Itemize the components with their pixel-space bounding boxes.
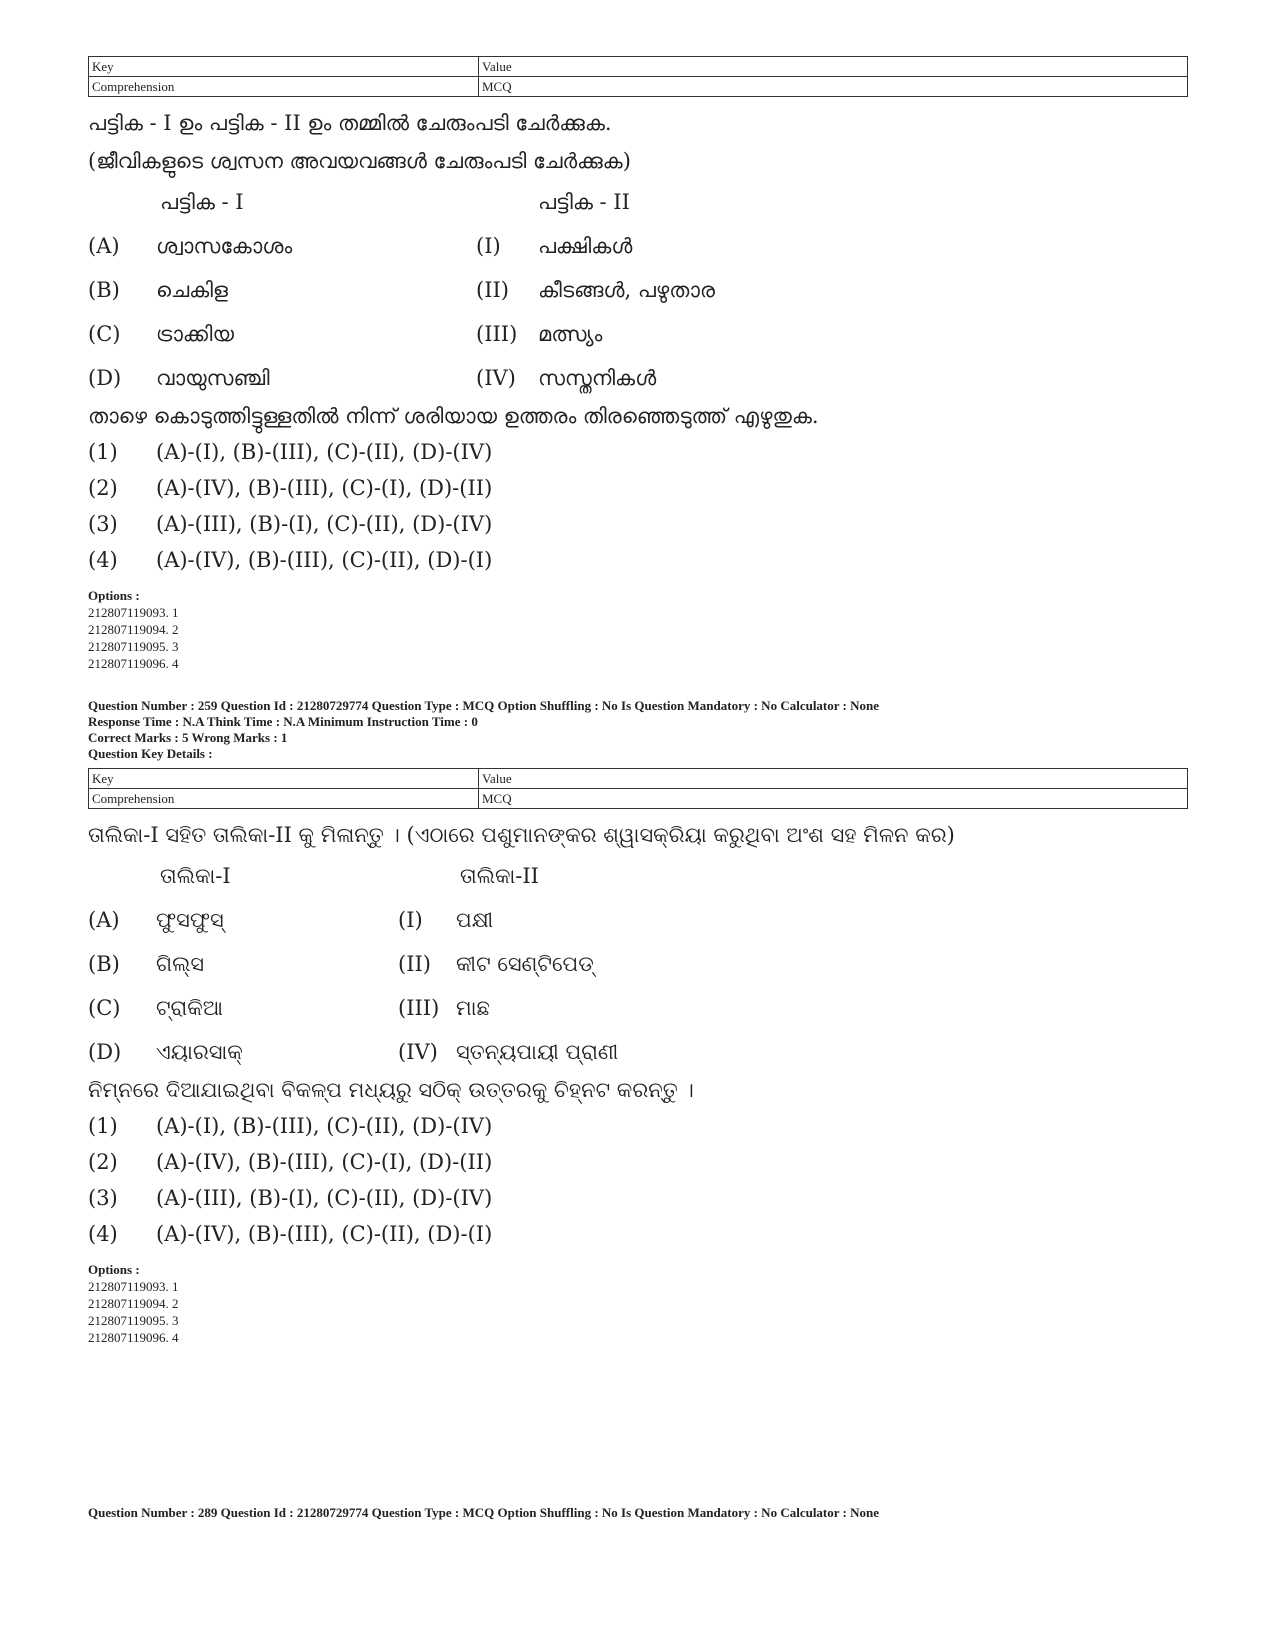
table-value-cell: MCQ <box>479 789 1188 809</box>
match-row <box>88 275 1188 305</box>
table-value-cell: MCQ <box>479 77 1188 97</box>
row-label: (B) <box>88 278 120 302</box>
table-key-header: Key <box>89 57 479 77</box>
row-right-label: (II) <box>476 278 509 302</box>
row-right-item: ସ୍ତନ୍ୟପାୟୀ ପ୍ରାଣୀ <box>456 1040 619 1064</box>
column-1-header: പട്ടിക - I <box>160 190 244 214</box>
column-2-header: ତାଲିକା-II <box>460 864 539 888</box>
key-value-table <box>88 768 1188 809</box>
option-id: 212807119093. 1 <box>88 605 179 620</box>
meta-line: Response Time : N.A Think Time : N.A Minimum Instruction Time : 0 <box>88 714 478 729</box>
column-headers <box>88 187 1188 217</box>
row-label: (A) <box>88 234 120 258</box>
meta-line: Question Number : 289 Question Id : 21280729774 Question Type : MCQ Option Shuffling : No Is Question Mandatory : No Calculator : None <box>88 1505 880 1520</box>
row-right-label: (I) <box>398 908 423 932</box>
answer-option <box>88 473 1188 503</box>
meta-line: Correct Marks : 5 Wrong Marks : 1 <box>88 730 288 745</box>
option-text: (A)-(IV), (B)-(III), (C)-(I), (D)-(II) <box>156 1150 493 1174</box>
row-right-item: କୀଟ ସେଣ୍ଟିପେଡ୍ <box>456 952 594 976</box>
row-label: (C) <box>88 322 121 346</box>
option-id: 212807119096. 4 <box>88 656 179 671</box>
question-text: ତାଲିକା-I ସହିତ ତାଲିକା-II କୁ ମିଳାନ୍ତୁ । (ଏଠାରେ ପଶୁମାନଙ୍କର ଶ୍ୱାସକ୍ରିୟା କରୁଥିବା ଅଂଶ ସହ ମିଳନ କର) <box>88 823 955 847</box>
row-label: (D) <box>88 366 122 390</box>
option-text: (A)-(I), (B)-(III), (C)-(II), (D)-(IV) <box>156 440 493 464</box>
match-row <box>88 231 1188 261</box>
answer-option <box>88 437 1188 467</box>
option-number: (4) <box>88 548 118 572</box>
option-number: (1) <box>88 440 118 464</box>
row-right-item: കീടങ്ങൾ, പഴുതാര <box>538 278 715 302</box>
row-left-item: ചെകിള <box>156 278 228 302</box>
row-right-item: ପକ୍ଷୀ <box>456 908 494 932</box>
column-2-header: പട്ടിക - II <box>538 190 630 214</box>
option-id: 212807119095. 3 <box>88 639 179 654</box>
match-row <box>88 949 1188 979</box>
option-id: 212807119095. 3 <box>88 1313 179 1328</box>
final-question-metadata <box>88 1505 879 1521</box>
option-number: (1) <box>88 1114 118 1138</box>
row-right-label: (III) <box>398 996 440 1020</box>
row-left-item: ଏୟାରସାକ୍ <box>156 1040 243 1064</box>
options-label: Options : <box>88 588 140 603</box>
table-value-header: Value <box>479 769 1188 789</box>
option-text: (A)-(III), (B)-(I), (C)-(II), (D)-(IV) <box>156 512 493 536</box>
row-label: (A) <box>88 908 120 932</box>
option-id: 212807119094. 2 <box>88 622 179 637</box>
answer-option <box>88 1183 1188 1213</box>
question-subtitle: (ജീവികളുടെ ശ്വസന അവയവങ്ങൾ ചേരുംപടി ചേർക്കുക) <box>88 149 631 173</box>
option-number: (4) <box>88 1222 118 1246</box>
table-key-header: Key <box>89 769 479 789</box>
column-headers <box>88 861 1188 891</box>
option-text: (A)-(I), (B)-(III), (C)-(II), (D)-(IV) <box>156 1114 493 1138</box>
row-left-item: ଟ୍ରାକିଆ <box>156 996 224 1020</box>
row-right-label: (III) <box>476 322 518 346</box>
option-id: 212807119096. 4 <box>88 1330 179 1345</box>
row-right-item: പക്ഷികൾ <box>538 234 633 258</box>
match-row <box>88 363 1188 393</box>
option-number: (3) <box>88 512 118 536</box>
table-key-cell: Comprehension <box>89 789 479 809</box>
option-id: 212807119094. 2 <box>88 1296 179 1311</box>
table-key-cell: Comprehension <box>89 77 479 97</box>
row-left-item: ട്രാക്കിയ <box>156 322 234 346</box>
row-label: (B) <box>88 952 120 976</box>
option-text: (A)-(IV), (B)-(III), (C)-(II), (D)-(I) <box>156 1222 493 1246</box>
answer-option <box>88 509 1188 539</box>
question-metadata <box>88 698 1188 762</box>
answer-option <box>88 1111 1188 1141</box>
row-right-item: സസ്തനികൾ <box>538 366 657 390</box>
meta-line: Question Key Details : <box>88 746 213 761</box>
match-row <box>88 319 1188 349</box>
instruction-text: ନିମ୍ନରେ ଦିଆଯାଇଥିବା ବିକଳ୍ପ ମଧ୍ୟରୁ ସଠିକ୍ ଉତ୍ତରକୁ ଚିହ୍ନଟ କରନ୍ତୁ । <box>88 1078 694 1102</box>
row-left-item: ശ്വാസകോശം <box>156 234 293 258</box>
row-right-item: മത്സ്യം <box>538 322 603 346</box>
table-value-header: Value <box>479 57 1188 77</box>
match-row <box>88 1037 1188 1067</box>
row-right-label: (II) <box>398 952 431 976</box>
option-id: 212807119093. 1 <box>88 1279 179 1294</box>
option-text: (A)-(III), (B)-(I), (C)-(II), (D)-(IV) <box>156 1186 493 1210</box>
row-left-item: ଗିଲ୍ସ <box>156 952 205 976</box>
option-text: (A)-(IV), (B)-(III), (C)-(II), (D)-(I) <box>156 548 493 572</box>
option-number: (3) <box>88 1186 118 1210</box>
document-page <box>88 56 1188 1346</box>
column-1-header: ତାଲିକା-I <box>160 864 231 888</box>
option-number: (2) <box>88 1150 118 1174</box>
row-right-label: (IV) <box>398 1040 438 1064</box>
row-right-label: (I) <box>476 234 501 258</box>
row-right-label: (IV) <box>476 366 516 390</box>
answer-option <box>88 1219 1188 1249</box>
row-left-item: വായുസഞ്ചി <box>156 366 270 390</box>
options-label: Options : <box>88 1262 140 1277</box>
row-left-item: ଫୁସଫୁସ୍ <box>156 908 224 932</box>
match-row <box>88 905 1188 935</box>
question-text: പട്ടിക - I ഉം പട്ടിക - II ഉം തമ്മിൽ ചേരുംപടി ചേർക്കുക. <box>88 111 612 135</box>
question-block-2 <box>88 768 1188 1346</box>
instruction-text: താഴെ കൊടുത്തിട്ടുള്ളതിൽ നിന്ന് ശരിയായ ഉത്തരം തിരഞ്ഞെടുത്ത് എഴുതുക. <box>88 404 819 428</box>
answer-option <box>88 545 1188 575</box>
row-right-item: ମାଛ <box>456 996 490 1020</box>
match-row <box>88 993 1188 1023</box>
meta-line: Question Number : 259 Question Id : 21280729774 Question Type : MCQ Option Shuffling : No Is Question Mandatory : No Calculator : None <box>88 698 880 713</box>
option-text: (A)-(IV), (B)-(III), (C)-(I), (D)-(II) <box>156 476 493 500</box>
row-label: (D) <box>88 1040 122 1064</box>
key-value-table <box>88 56 1188 97</box>
row-label: (C) <box>88 996 121 1020</box>
answer-option <box>88 1147 1188 1177</box>
option-number: (2) <box>88 476 118 500</box>
